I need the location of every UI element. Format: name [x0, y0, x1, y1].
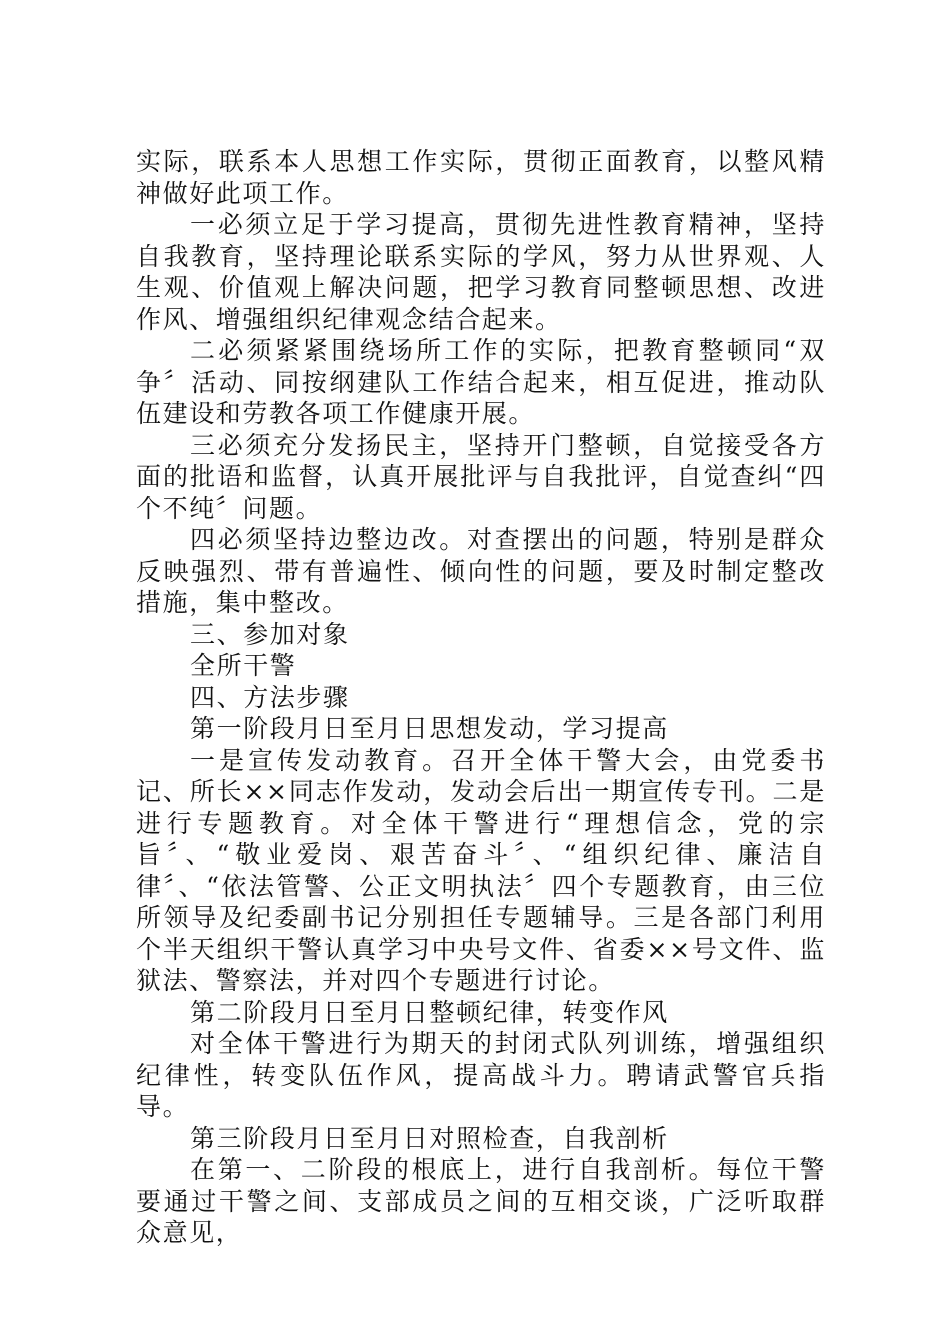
section-heading: 四、方法步骤 — [190, 682, 350, 712]
section-heading: 三、参加对象 — [190, 619, 350, 649]
paragraph: 对全体干警进行为期天的封闭式队列训练，增强组织纪律性，转变队伍作风，提高战斗力。聘请武警官兵指导。 — [136, 1029, 826, 1121]
document-body — [136, 146, 826, 1249]
paragraph: 全所干警 — [190, 651, 297, 680]
paragraph: 实际，联系本人思想工作实际，贯彻正面教育，以整风精神做好此项工作。 — [136, 147, 826, 208]
paragraph: 一是宣传发动教育。召开全体干警大会，由党委书记、所长××同志作发动，发动会后出一期宣传专刊。二是进行专题教育。对全体干警进行“理想信念，党的宗旨〞、“敬业爱岗、艰苦奋斗〞、“组织纪律、廉洁自律〞、“依法管警、公正文明执法〞四个专题教育，由三位所领导及纪委副书记分别担任专题辅导。三是各部门利用个半天组织干警认真学习中央号文件、省委××号文件、监狱法、警察法，并对四个专题进行讨论。 — [136, 745, 826, 995]
paragraph: 一必须立足于学习提高，贯彻先进性教育精神，坚持自我教育，坚持理论联系实际的学风，努力从世界观、人生观、价值观上解决问题，把学习教育同整顿思想、改进作风、增强组织纪律观念结合起来。 — [136, 210, 826, 334]
stage-heading: 第一阶段月日至月日思想发动，学习提高 — [190, 714, 669, 743]
stage-heading: 第三阶段月日至月日对照检查，自我剖析 — [190, 1123, 669, 1153]
paragraph: 三必须充分发扬民主，坚持开门整顿，自觉接受各方面的批语和监督，认真开展批评与自我批评，自觉查纠“四个不纯〞问题。 — [136, 430, 826, 523]
paragraph: 在第一、二阶段的根底上，进行自我剖析。每位干警要通过干警之间、支部成员之间的互相交谈，广泛听取群众意见， — [136, 1155, 826, 1247]
stage-heading: 第二阶段月日至月日整顿纪律，转变作风 — [190, 997, 669, 1027]
paragraph: 四必须坚持边整边改。对查摆出的问题，特别是群众反映强烈、带有普遍性、倾向性的问题，要及时制定整改措施，集中整改。 — [136, 525, 826, 617]
paragraph: 二必须紧紧围绕场所工作的实际，把教育整顿同“双争〞活动、同按纲建队工作结合起来，相互促进，推动队伍建设和劳教各项工作健康开展。 — [136, 336, 826, 428]
